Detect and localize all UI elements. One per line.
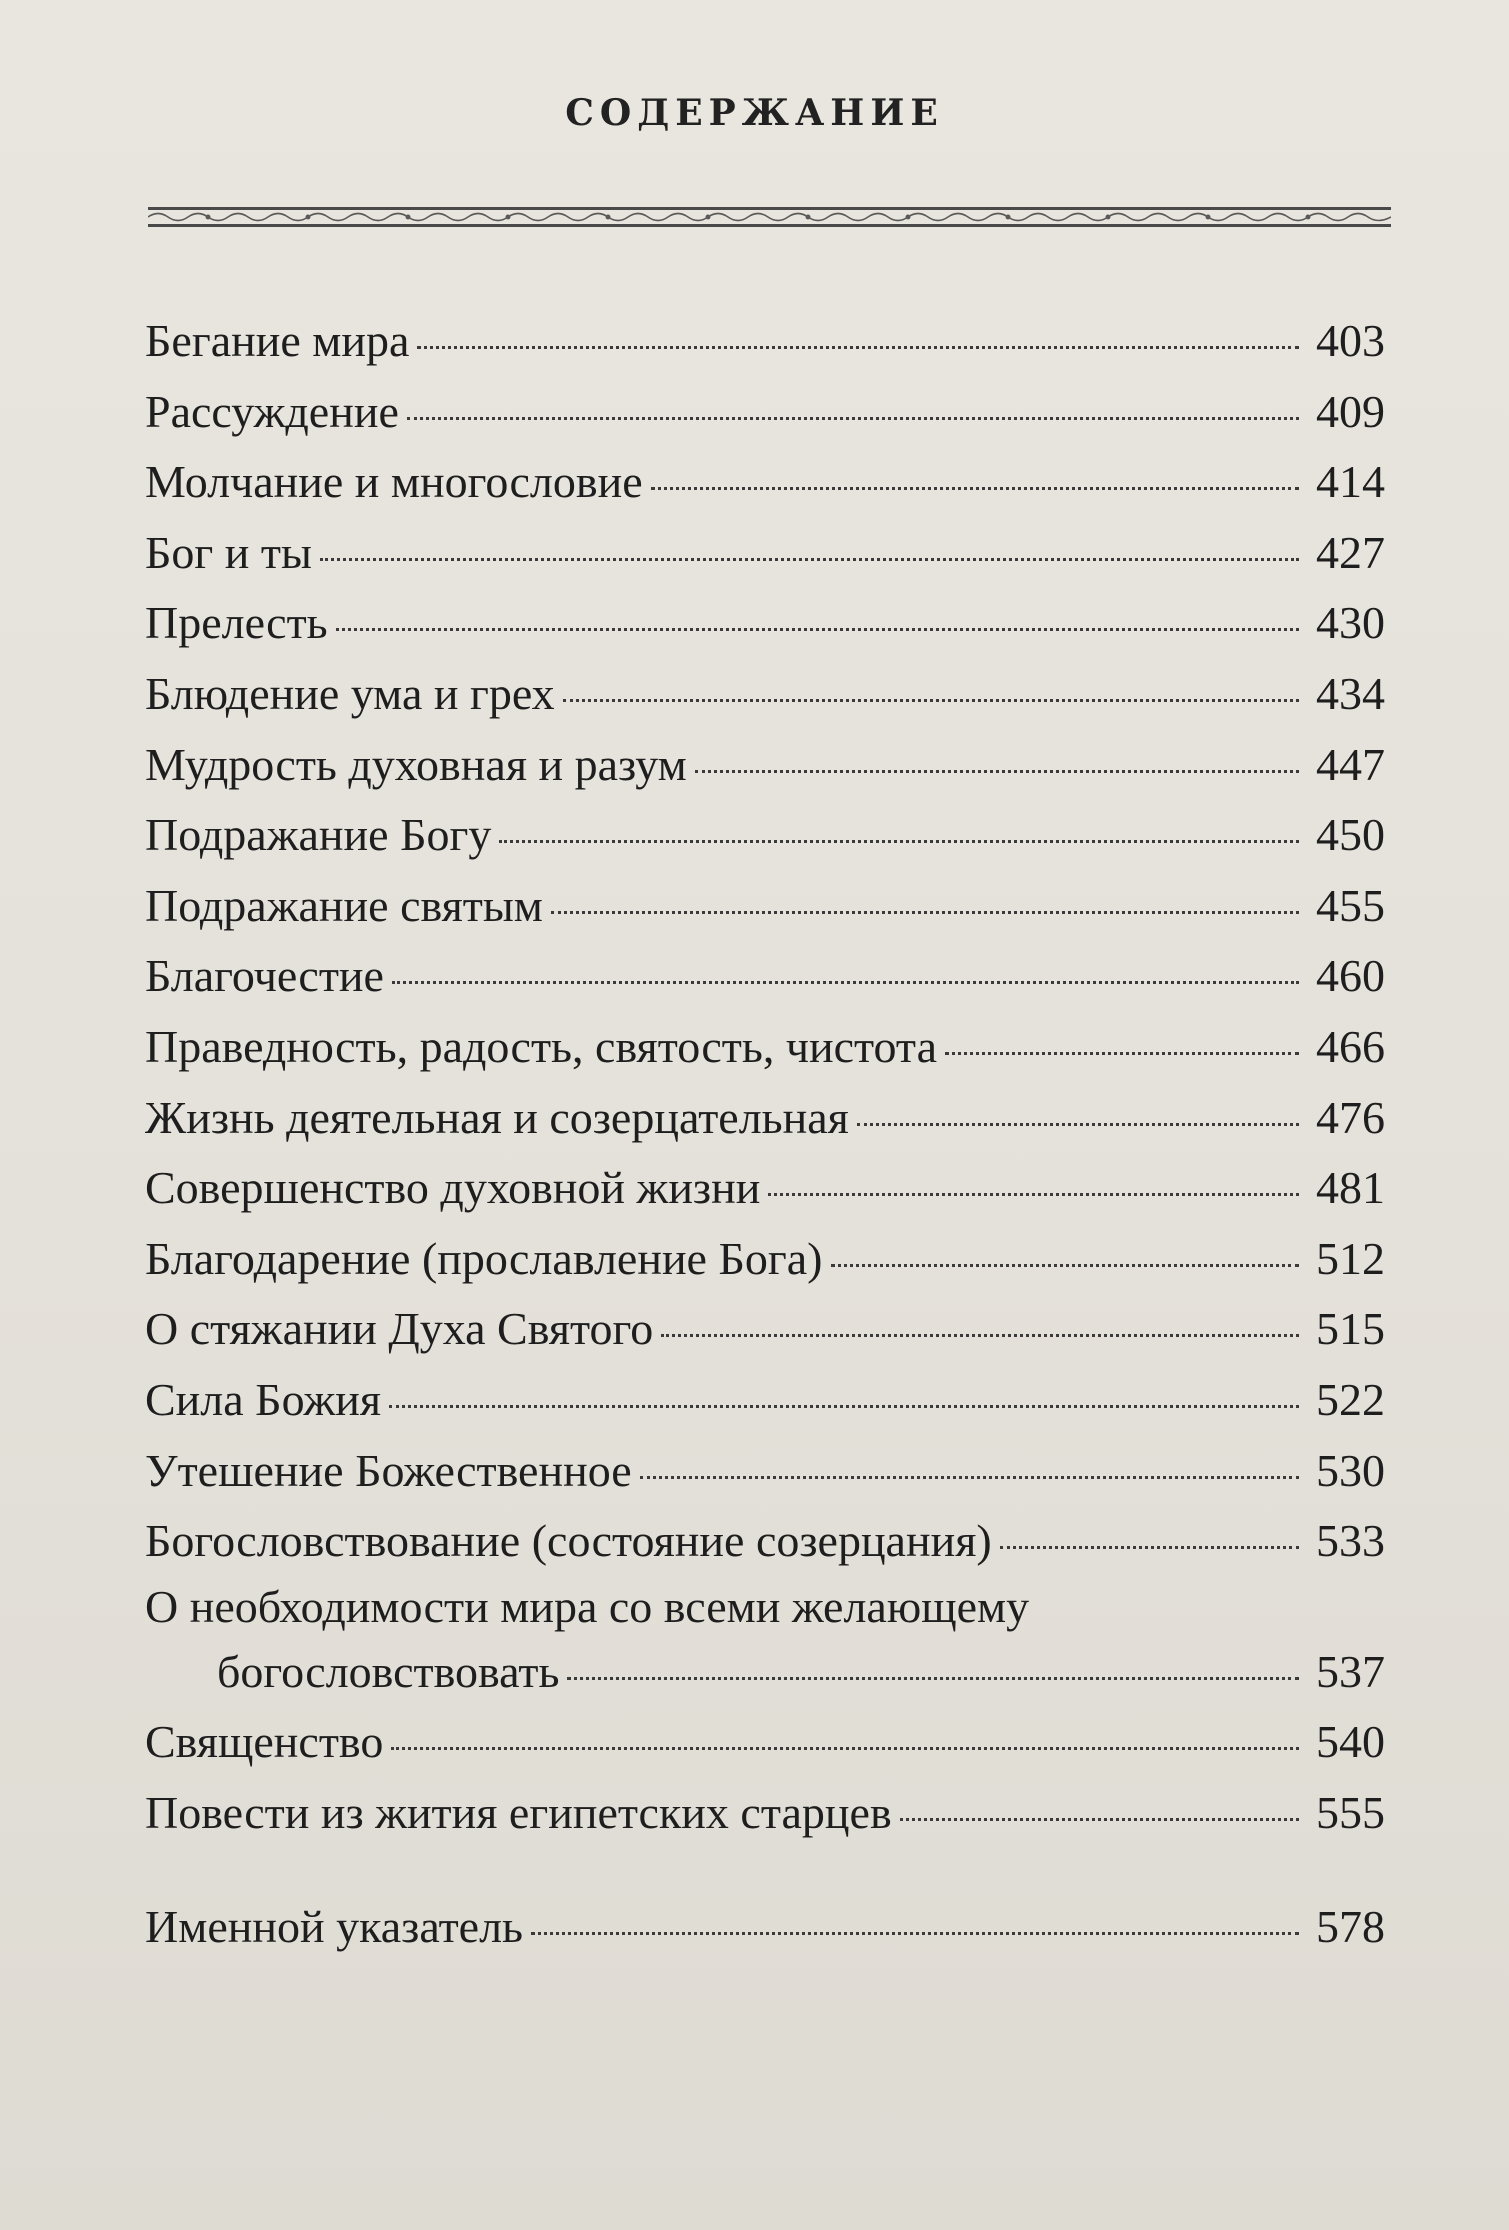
toc-entry-page: 481 [1316, 1162, 1385, 1214]
toc-entry-title: Священство [145, 1716, 384, 1768]
toc-entry [145, 1707, 1385, 1778]
toc-entry-page: 409 [1316, 385, 1385, 437]
toc-entry-title: Рассуждение [145, 385, 399, 437]
toc-entry [145, 1294, 1385, 1365]
toc-entry [145, 1577, 1385, 1708]
toc-entry-page: 414 [1316, 456, 1385, 508]
toc-entry [145, 1365, 1385, 1436]
dot-leader [695, 770, 1299, 773]
dot-leader [651, 487, 1299, 490]
toc-entry [145, 1224, 1385, 1295]
dot-leader [563, 699, 1299, 702]
dot-leader [391, 1747, 1299, 1750]
dot-leader [392, 981, 1299, 984]
toc-entry-title: Утешение Божественное [145, 1444, 632, 1496]
toc-entry-title: Совершенство духовной жизни [145, 1162, 761, 1214]
toc-entry [145, 1892, 1385, 1963]
toc-entry-page: 555 [1316, 1786, 1385, 1838]
toc-entry-page: 537 [1316, 1645, 1385, 1697]
toc-entry-title: Благочестие [145, 950, 384, 1002]
toc-entry-page: 460 [1316, 950, 1385, 1002]
dot-leader [336, 628, 1299, 631]
toc-entry [145, 1012, 1385, 1083]
toc-entry [145, 1083, 1385, 1154]
toc-entry [145, 871, 1385, 942]
toc-entry-page: 430 [1316, 597, 1385, 649]
toc-entry-title: Молчание и многословие [145, 456, 643, 508]
dot-leader [661, 1334, 1299, 1337]
toc-entry [145, 659, 1385, 730]
toc-entry-page: 434 [1316, 667, 1385, 719]
toc-entry-title: Жизнь деятельная и созерцательная [145, 1091, 849, 1143]
toc-entry-title: Богословствование (состояние созерцания) [145, 1515, 992, 1567]
toc-entry [145, 1506, 1385, 1577]
toc-entry-page: 447 [1316, 738, 1385, 790]
toc-entry-title: Бог и ты [145, 526, 312, 578]
toc-entry-page: 466 [1316, 1020, 1385, 1072]
toc-entry [145, 1436, 1385, 1507]
dot-leader [640, 1476, 1299, 1479]
toc-entry-title: О стяжании Духа Святого [145, 1303, 654, 1355]
dot-leader [417, 346, 1299, 349]
dot-leader [551, 911, 1299, 914]
toc-entry-page: 530 [1316, 1444, 1385, 1496]
toc-entry [145, 518, 1385, 589]
toc-entry-page: 512 [1316, 1232, 1385, 1284]
dot-leader [1000, 1546, 1299, 1549]
toc-entry-page: 533 [1316, 1515, 1385, 1567]
toc-entry-page: 476 [1316, 1091, 1385, 1143]
dot-leader [768, 1193, 1299, 1196]
toc-entry-title: Праведность, радость, святость, чистота [145, 1020, 937, 1072]
toc-entry-page: 427 [1316, 526, 1385, 578]
dot-leader [831, 1264, 1300, 1267]
toc-entry [145, 377, 1385, 448]
toc-entry-page: 515 [1316, 1303, 1385, 1355]
toc-entry-title: Бегание мира [145, 315, 410, 366]
toc-entry-title-continued: богословствовать [217, 1645, 560, 1697]
toc-entry-page: 450 [1316, 809, 1385, 861]
toc-entry [145, 730, 1385, 801]
dot-leader [407, 417, 1299, 420]
table-of-contents [145, 306, 1385, 1963]
toc-entry-title: Прелесть [145, 597, 328, 649]
toc-entry [145, 306, 1385, 377]
toc-entry-title: Блюдение ума и грех [145, 667, 555, 719]
toc-entry-page: 522 [1316, 1373, 1385, 1425]
toc-entry [145, 941, 1385, 1012]
toc-entry-continuation [145, 1637, 1385, 1708]
toc-entry [145, 1778, 1385, 1849]
dot-leader [567, 1677, 1299, 1680]
dot-leader [499, 840, 1299, 843]
toc-entry-title: О необходимости мира со всеми желающему [145, 1580, 1030, 1632]
dot-leader [945, 1052, 1299, 1055]
toc-entry-page: 455 [1316, 879, 1385, 931]
toc-entry-title: Подражание святым [145, 879, 543, 931]
toc-entry-title: Подражание Богу [145, 809, 492, 861]
toc-entry-title: Благодарение (прославление Бога) [145, 1232, 823, 1284]
dot-leader [900, 1818, 1299, 1821]
page-heading: СОДЕРЖАНИЕ [565, 92, 944, 134]
dot-leader [857, 1123, 1299, 1126]
toc-entry [145, 588, 1385, 659]
toc-entry-page: 403 [1316, 315, 1385, 366]
toc-entry-title: Именной указатель [145, 1901, 524, 1953]
dot-leader [320, 558, 1299, 561]
decorative-divider [148, 204, 1391, 230]
dot-leader [389, 1405, 1299, 1408]
toc-entry-page: 578 [1316, 1901, 1385, 1953]
toc-entry [145, 447, 1385, 518]
toc-entry-page: 540 [1316, 1716, 1385, 1768]
toc-entry-title: Мудрость духовная и разум [145, 738, 687, 790]
spacer [145, 1848, 1385, 1892]
dot-leader [531, 1932, 1299, 1935]
toc-entry [145, 800, 1385, 871]
toc-entry-title: Сила Божия [145, 1373, 381, 1425]
toc-entry-title: Повести из жития египетских старцев [145, 1786, 892, 1838]
toc-entry [145, 1153, 1385, 1224]
